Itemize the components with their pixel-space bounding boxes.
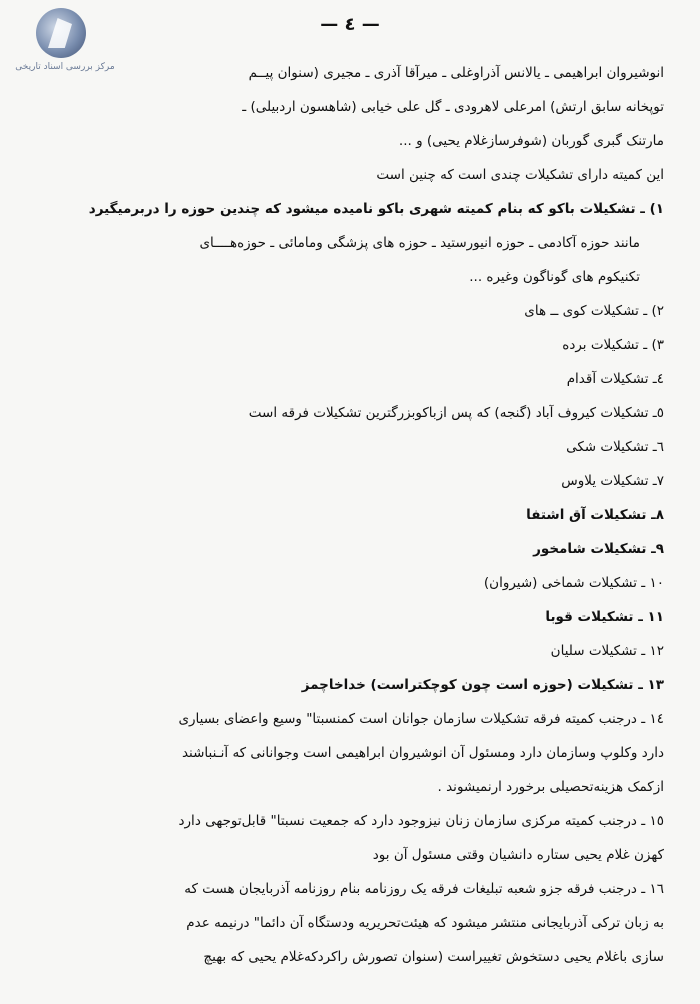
- list-item: ۱٤ ـ درجنب کمیته فرقه تشکیلات سازمان جوانان است کمنسبتا" وسیع واعضای بسیاری: [178, 711, 664, 727]
- text-line: ازکمک هزینه‌تحصیلی برخورد ارنمیشوند .: [437, 779, 664, 795]
- logo-emblem-icon: [36, 8, 86, 58]
- list-item: ٦ـ تشکیلات شکی: [566, 439, 664, 455]
- list-item: ٧ـ تشکیلات یلاوس: [561, 473, 664, 489]
- list-item: ۱۰ ـ تشکیلات شماخی (شیروان): [483, 575, 664, 591]
- text-line: توپخانه سابق ارتش) امرعلی لاهرودی ـ گل علی خیابی (شاهسون اردبیلی) ـ: [242, 99, 664, 115]
- logo-text: مرکز بررسی اسناد تاریخی: [15, 62, 115, 72]
- text-line: کهزن غلام یحیی ستاره دانشیان وقتی مسئول آن بود: [372, 847, 664, 863]
- text-line: دارد وکلوپ وسازمان دارد ومسئول آن انوشیروان ابراهیمی است وجوانانی که آنـنباشند: [181, 745, 664, 761]
- list-item: ۱٦ ـ درجنب فرقه جزو شعبه تبلیغات فرقه یک روزنامه بنام روزنامه آذربایجان هست که: [184, 881, 664, 897]
- text-line: به زبان ترکی آذربایجانی منتشر میشود که هیئت‌تحریریه ودستگاه آن دائما" درنیمه عدم: [186, 915, 664, 931]
- document-body: [24, 56, 664, 974]
- list-item: ۳) ـ تشکیلات برده: [562, 337, 664, 353]
- list-item: ۲) ـ تشکیلات کوی ــ های: [524, 303, 664, 319]
- text-line: انوشیروان ابراهیمی ـ یالانس آذراوغلی ـ میرآقا آذری ـ مجیری (سنوان پیــم: [248, 65, 664, 81]
- list-item: ۱٥ ـ درجنب کمیته مرکزی سازمان زنان نیزوجود دارد که جمعیت نسبتا" قابل‌توجهی دارد: [178, 813, 664, 829]
- text-line: تکنیکوم های گوناگون وغیره ...: [469, 269, 640, 285]
- list-item: ۱۱ ـ تشکیلات قوبا: [545, 609, 664, 625]
- text-line: سازی باغلام یحیی دستخوش تغییراست (سنوان تصورش راکردکه‌غلام یحیی که بهیچ: [203, 949, 664, 965]
- page-number: — ٤ —: [320, 14, 380, 35]
- list-item: ۱۲ ـ تشکیلات سلیان: [550, 643, 664, 659]
- text-line: این کمیته دارای تشکیلات چندی است که چنین است: [376, 167, 664, 183]
- list-item: ٨ـ تشکیلات آق اشتفا: [526, 507, 664, 523]
- text-line: مارتنک گبری گوربان (شوفرسازغلام یحیی) و ...: [398, 133, 664, 149]
- text-line: مانند حوزه آکادمی ـ حوزه انیورستید ـ حوزه های پزشگی ومامائی ـ حوزه‌هــــای: [199, 235, 640, 251]
- list-item: ۱) ـ تشکیلات باکو که بنام کمیته شهری باکو نامیده میشود که چندین حوزه را دربرمیگیرد: [88, 201, 664, 217]
- list-item: ۱۳ ـ تشکیلات (حوزه است چون کوچکتراست) خداخاچمز: [301, 677, 664, 693]
- list-item: ٤ـ تشکیلات آقدام: [566, 371, 664, 387]
- list-item: ٩ـ تشکیلات شامخور: [533, 541, 664, 557]
- list-item: ٥ـ تشکیلات کیروف آباد (گنجه) که پس ازباکوبزرگترین تشکیلات فرقه است: [248, 405, 664, 421]
